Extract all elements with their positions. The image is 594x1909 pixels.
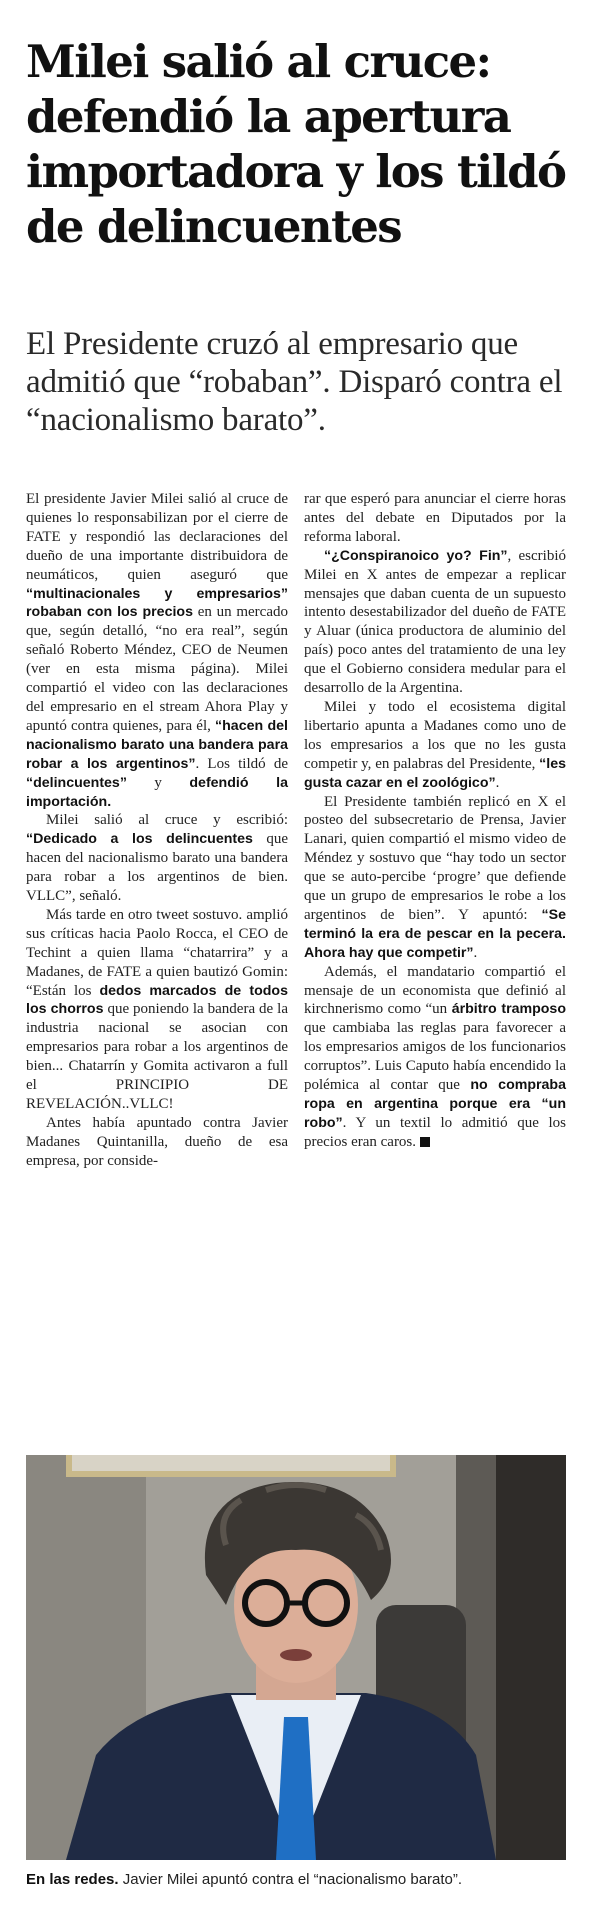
paragraph xyxy=(304,963,566,1152)
text-run: . xyxy=(495,774,500,791)
text-run: que poniendo la bandera de la industria nacional se asocian con empresarios para robar a los argentinos de bien... Chatarrín y Gomita activaron a full el PRINCIPIO DE REVELACIÓN..VLLC! xyxy=(26,1001,289,1112)
bold-text: “¿Conspiranoico yo? Fin” xyxy=(324,547,508,564)
text-run: . Los tildó de xyxy=(195,755,288,772)
text-run: Más tarde en otro tweet sostuvo. amplió sus críticas hacia Paolo Rocca, el CEO de Techint a quien llama “chatarrira” y a Madanes, de FATE a quien bautizó Gomin: “Están los xyxy=(26,906,288,999)
bold-text: “Dedicado a los delincuentes xyxy=(26,831,253,848)
text-run: que hacen del nacionalismo barato una bandera para robar a los argentinos de bien. VLLC”, señaló. xyxy=(26,831,288,905)
paragraph xyxy=(26,811,288,906)
caption-lead: En las redes. xyxy=(26,1871,119,1888)
text-run: El presidente Javier Milei salió al cruce de quienes lo responsabilizan por el cierre de FATE y respondió las declaraciones del dueño de una importante distribuidora de neumáticos, quien aseguró que xyxy=(26,491,288,583)
caption-text: Javier Milei apuntó contra el “nacionalismo barato”. xyxy=(122,1871,463,1888)
bold-text: dedos marcados de todos los chorros xyxy=(26,982,288,1018)
subheadline: El Presidente cruzó al empresario que admitió que “robaban”. Disparó contra el “nacionalismo barato”. xyxy=(26,326,563,438)
paragraph xyxy=(304,793,566,963)
bold-text: “hacen del nacionalismo barato una bandera para robar a los argentinos” xyxy=(26,717,288,772)
bold-text: “multinacionales y empresarios” robaban con los precios xyxy=(26,585,288,621)
paragraph xyxy=(26,490,288,811)
headline: Milei salió al cruce: defendió la apertura importadora y los tildó de delincuentes xyxy=(26,35,566,253)
bold-text: árbitro tramposo xyxy=(451,1001,566,1018)
text-run: rar que esperó para anunciar el cierre horas antes del debate en Diputados por la reforma laboral. xyxy=(304,491,566,545)
paragraph xyxy=(304,547,566,698)
paragraph xyxy=(26,1114,288,1171)
left-column xyxy=(26,490,288,1430)
text-run: Además, el mandatario compartió el mensaje de un economista que definió al kirchnerismo como “un xyxy=(304,963,566,1018)
bold-text: “delincuentes” xyxy=(26,774,127,791)
photo-caption xyxy=(26,1870,574,1890)
paragraph xyxy=(26,906,288,1114)
photo-javier-milei xyxy=(26,1455,566,1860)
text-run: en un mercado que, según detalló, “no era real”, según señaló Roberto Méndez, CEO de Neumen (ver en esta misma página). Milei compartió el video con las declaraciones del empresario en el stream Ahora Play y apuntó contra quienes, para él, xyxy=(26,604,288,734)
paragraph xyxy=(304,698,566,793)
bold-text: “les gusta cazar en el zoológico” xyxy=(304,755,566,791)
end-of-article-mark xyxy=(420,1137,430,1147)
bold-text: “Se terminó la era de pescar en la pecera. Ahora hay que competir” xyxy=(304,906,566,961)
text-run: , escribió Milei en X antes de empezar a replicar mensajes que daban cuenta de un supuesto intento desestabilizador del dueño de FATE y Aluar (única productora de aluminio del país) poco antes del tratamiento de una ley que el Gobierno considera medular para el desarrollo de la Argentina. xyxy=(304,547,566,697)
text-run: . Y un textil lo admitió que los precios eran caros. xyxy=(304,1114,566,1150)
bold-text: defendió la importación. xyxy=(26,774,289,810)
text-run: Antes había apuntado contra Javier Madanes Quintanilla, dueño de esa empresa, por conside- xyxy=(26,1114,288,1169)
bold-text: no compraba ropa en argentina porque era “un robo” xyxy=(304,1077,566,1131)
text-run: El Presidente también replicó en X el posteo del subsecretario de Prensa, Javier Lanari, quien compartió el mismo video de Méndez y sostuvo que “hay todo un sector que se auto-percibe ‘progre’ que defiende que un grupo de empresarios le robe a los argentinos de bien”. Y apuntó: xyxy=(304,793,566,923)
text-run: Milei y todo el ecosistema digital libertario apunta a Madanes como uno de los empresarios a los que no les gusta competir y, en palabras del Presidente, xyxy=(304,698,566,772)
right-column xyxy=(304,490,566,1430)
text-run: y xyxy=(126,774,190,791)
text-run: que cambiaba las reglas para favorecer a los empresarios amigos de los funcionarios corruptos”. Luis Caputo había encendido la polémica al contar que xyxy=(304,1020,566,1094)
paragraph xyxy=(304,490,566,547)
article-body xyxy=(26,490,566,1430)
text-run: Milei salió al cruce y escribió: xyxy=(46,812,288,829)
text-run: . xyxy=(473,944,478,961)
